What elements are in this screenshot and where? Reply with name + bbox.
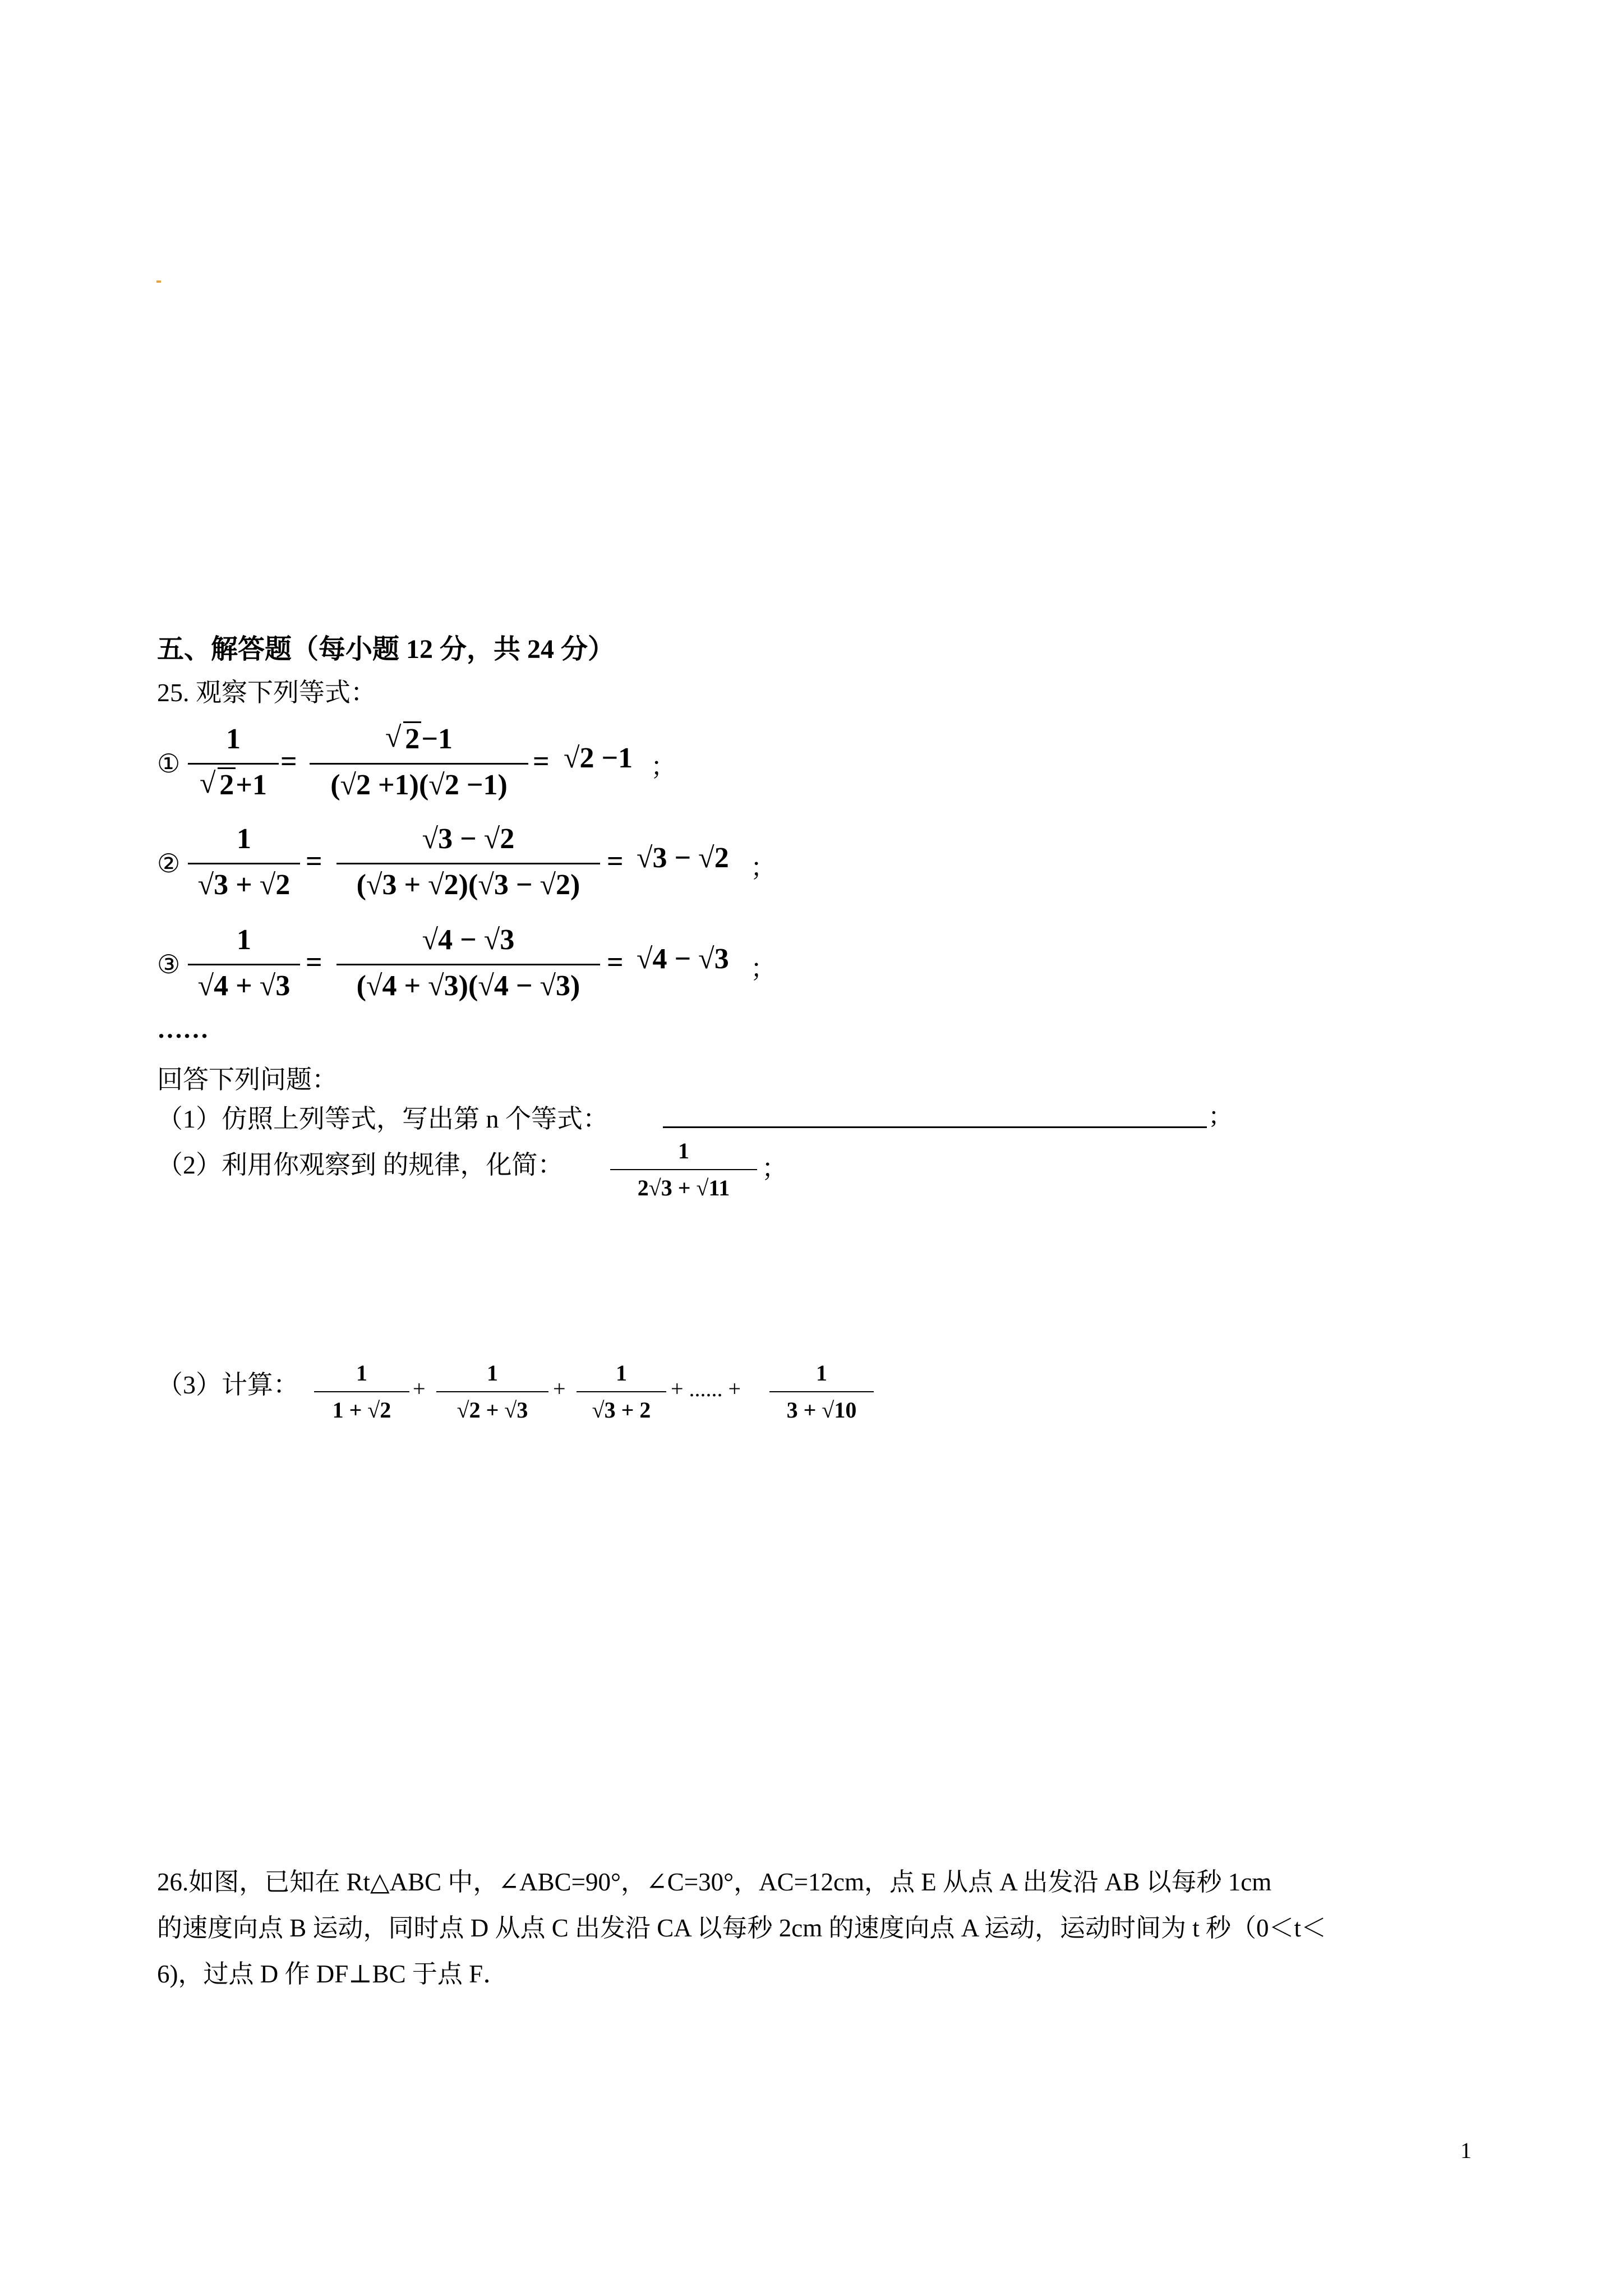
fraction-bar	[436, 1391, 548, 1392]
eq1-mid-numerator: √ 2−1	[310, 723, 528, 756]
question-25-intro: 25. 观察下列等式：	[157, 678, 376, 707]
equals-sign: =	[306, 946, 322, 978]
eq2-mid-fraction	[336, 822, 600, 912]
semicolon: ；	[750, 853, 776, 882]
equals-sign: =	[607, 845, 624, 877]
part-1-end: ;	[1210, 1100, 1218, 1129]
stray-mark	[156, 280, 161, 283]
ellipsis: ……	[157, 1015, 209, 1043]
eq2-mid-numerator: √3 − √2	[422, 823, 515, 855]
term-denominator: 3 + √10	[786, 1397, 857, 1423]
term-numerator: 1	[356, 1360, 367, 1386]
eq1-rhs: √2 −1	[564, 742, 633, 774]
fraction-bar	[314, 1391, 409, 1392]
eq3-lhs-denominator: √4 + √3	[197, 970, 291, 1002]
eq1-lhs-numerator: 1	[226, 723, 241, 755]
eq3-rhs: √4 − √3	[637, 943, 729, 975]
eq1-mid-denominator: (√2 +1)(√2 −1)	[330, 769, 508, 801]
question-26-line-2: 的速度向点 B 运动，同时点 D 从点 C 出发沿 CA 以每秒 2cm 的速度向点 A 运动，运动时间为 t 秒（0＜t＜	[157, 1914, 1327, 1942]
part-1-text: （1）仿照上列等式，写出第 n 个等式：	[157, 1105, 608, 1133]
eq3-mid-denominator: (√4 + √3)(√4 − √3)	[356, 970, 580, 1002]
part-2-end: ；	[762, 1154, 787, 1182]
part-3-term-1	[314, 1360, 409, 1438]
circled-number-2: ②	[157, 848, 181, 878]
eq2-rhs: √3 − √2	[637, 842, 729, 874]
term-numerator: 1	[816, 1360, 827, 1386]
fraction-bar	[769, 1391, 874, 1392]
eq1-mid-fraction	[310, 723, 528, 812]
fraction-bar	[310, 763, 528, 765]
part-2-numerator: 1	[678, 1138, 689, 1163]
fraction-bar	[610, 1169, 757, 1170]
term-numerator: 1	[616, 1360, 627, 1386]
term-denominator: 1 + √2	[332, 1397, 391, 1423]
semicolon: ；	[750, 954, 776, 983]
eq3-mid-fraction	[336, 923, 600, 1013]
part-3-term-4	[769, 1360, 874, 1438]
semicolon: ；	[651, 752, 676, 781]
circled-number-1: ①	[157, 748, 181, 779]
page-number: 1	[1460, 2138, 1472, 2163]
equals-sign: =	[280, 746, 297, 777]
fraction-bar	[188, 863, 300, 864]
eq3-lhs-fraction	[188, 923, 300, 1013]
eq1-lhs-denominator: √ 2+1	[188, 769, 279, 802]
fraction-bar	[336, 964, 600, 965]
eq2-mid-denominator: (√3 + √2)(√3 − √2)	[356, 869, 580, 901]
term-denominator: √2 + √3	[457, 1397, 528, 1423]
circled-number-3: ③	[157, 949, 181, 979]
eq1-lhs-fraction	[188, 723, 279, 812]
eq2-lhs-denominator: √3 + √2	[197, 869, 291, 901]
part-2-denominator: 2√3 + √11	[637, 1175, 730, 1200]
question-26-line-3: 6)，过点 D 作 DF⊥BC 于点 F．	[157, 1960, 509, 1988]
equals-sign: =	[306, 845, 322, 877]
answer-blank	[663, 1126, 1207, 1128]
fraction-bar	[188, 964, 300, 965]
part-3-term-2	[436, 1360, 548, 1438]
plus-sign: +	[413, 1376, 426, 1401]
fraction-bar	[188, 763, 279, 765]
part-3-term-3	[577, 1360, 666, 1438]
eq3-lhs-numerator: 1	[237, 924, 251, 956]
plus-sign: +	[553, 1376, 566, 1401]
equals-sign: =	[533, 746, 550, 777]
equals-sign: =	[607, 946, 624, 978]
part-3-text: （3）计算：	[157, 1370, 299, 1399]
fraction-bar	[577, 1391, 666, 1392]
eq2-lhs-numerator: 1	[237, 823, 251, 855]
part-2-text: （2）利用你观察到 的规律，化简：	[157, 1151, 564, 1179]
eq3-mid-numerator: √4 − √3	[422, 924, 515, 956]
eq2-lhs-fraction	[188, 822, 300, 912]
plus-ellipsis: + ...... +	[671, 1376, 741, 1401]
term-numerator: 1	[487, 1360, 498, 1386]
term-denominator: √3 + 2	[592, 1397, 651, 1423]
fraction-bar	[336, 863, 600, 864]
section-title: 五、解答题（每小题 12 分，共 24 分）	[157, 634, 615, 664]
question-26-line-1: 26.如图，已知在 Rt△ABC 中，∠ABC=90°，∠C=30°，AC=12cm，点 E 从点 A 出发沿 AB 以每秒 1cm	[157, 1868, 1272, 1896]
answer-prompt: 回答下列问题：	[157, 1065, 338, 1094]
part-2-fraction	[610, 1138, 757, 1216]
